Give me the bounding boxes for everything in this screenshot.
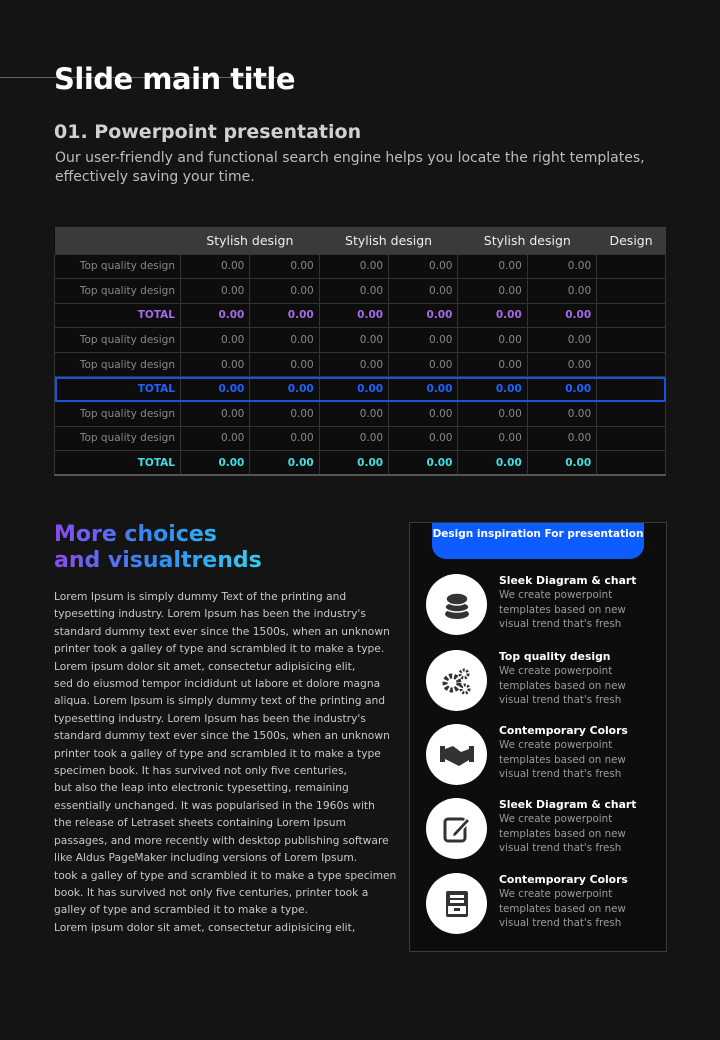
cell-value: 0.00 bbox=[319, 451, 388, 476]
cell-value: 0.00 bbox=[181, 328, 250, 353]
table-row bbox=[55, 352, 666, 377]
feature-desc-line: We create powerpoint bbox=[499, 589, 613, 602]
cell-value: 0.00 bbox=[527, 279, 596, 304]
empty-cell bbox=[597, 279, 666, 304]
cell-value: 0.00 bbox=[389, 352, 458, 377]
cell-value: 0.00 bbox=[527, 352, 596, 377]
body-line: standard dummy text ever since the 1500s, when an unknown bbox=[54, 624, 390, 638]
edit-icon bbox=[426, 798, 487, 859]
row-label: TOTAL bbox=[55, 303, 181, 328]
table-header bbox=[55, 227, 666, 254]
body-line: took a galley of type and scrambled it to make a type specimen bbox=[54, 868, 397, 882]
feature-title: Top quality design bbox=[499, 650, 611, 663]
cell-value: 0.00 bbox=[181, 426, 250, 451]
body-line: standard dummy text ever since the 1500s, when an unknown bbox=[54, 729, 390, 743]
feature-text bbox=[499, 724, 628, 781]
row-label: TOTAL bbox=[55, 451, 181, 476]
feature-item bbox=[426, 724, 666, 794]
body-line: printer took a galley of type and scrambled it to make a type bbox=[54, 746, 381, 760]
cell-value: 0.00 bbox=[389, 402, 458, 427]
feature-desc-line: We create powerpoint bbox=[499, 813, 613, 826]
empty-cell bbox=[597, 402, 666, 427]
subtitle: 01. Powerpoint presentation bbox=[54, 121, 362, 143]
cell-value: 0.00 bbox=[527, 451, 596, 476]
archive-icon bbox=[426, 873, 487, 934]
cell-value: 0.00 bbox=[250, 303, 319, 328]
row-label: Top quality design bbox=[55, 426, 181, 451]
empty-cell bbox=[597, 328, 666, 353]
body-line: but also the leap into electronic typesetting, remaining bbox=[54, 781, 349, 795]
feature-desc-line: visual trend that's fresh bbox=[499, 693, 622, 706]
body-line: book. It has survived not only five centuries, printer took a bbox=[54, 885, 369, 899]
cell-value: 0.00 bbox=[250, 352, 319, 377]
cell-value: 0.00 bbox=[458, 426, 527, 451]
cell-value: 0.00 bbox=[319, 303, 388, 328]
feature-desc-line: We create powerpoint bbox=[499, 665, 613, 678]
feature-title: Sleek Diagram & chart bbox=[499, 798, 637, 811]
empty-cell bbox=[597, 254, 666, 279]
handshake-icon bbox=[426, 724, 487, 785]
gears-icon bbox=[426, 650, 487, 711]
cell-value: 0.00 bbox=[319, 402, 388, 427]
table-row bbox=[55, 377, 666, 402]
cell-value: 0.00 bbox=[527, 377, 596, 402]
cell-value: 0.00 bbox=[250, 279, 319, 304]
description: Our user-friendly and functional search engine helps you locate the right templates, effectively saving your time. bbox=[55, 150, 645, 185]
header-cell: Stylish design bbox=[458, 227, 597, 254]
body-line: typesetting industry. Lorem Ipsum has been the industry's bbox=[54, 607, 366, 621]
feature-desc-line: We create powerpoint bbox=[499, 888, 613, 901]
empty-cell bbox=[597, 451, 666, 476]
cell-value: 0.00 bbox=[389, 254, 458, 279]
cell-value: 0.00 bbox=[458, 254, 527, 279]
cell-value: 0.00 bbox=[527, 303, 596, 328]
feature-text bbox=[499, 873, 628, 930]
card-title: Design inspiration For presentation bbox=[432, 523, 644, 559]
feature-desc-line: templates based on new bbox=[499, 753, 626, 766]
cell-value: 0.00 bbox=[458, 352, 527, 377]
section-heading bbox=[54, 522, 262, 574]
inspiration-card bbox=[409, 522, 667, 952]
cell-value: 0.00 bbox=[181, 303, 250, 328]
cell-value: 0.00 bbox=[458, 451, 527, 476]
feature-item bbox=[426, 574, 666, 644]
body-line: Lorem ipsum dolor sit amet, consectetur adipisicing elit, bbox=[54, 659, 356, 673]
cell-value: 0.00 bbox=[319, 352, 388, 377]
body-line: printer took a galley of type and scrambled it to make a type. bbox=[54, 642, 385, 656]
table-row bbox=[55, 426, 666, 451]
feature-title: Contemporary Colors bbox=[499, 724, 628, 737]
cell-value: 0.00 bbox=[181, 402, 250, 427]
cell-value: 0.00 bbox=[250, 377, 319, 402]
header-cell: Stylish design bbox=[319, 227, 458, 254]
feature-desc-line: visual trend that's fresh bbox=[499, 916, 622, 929]
body-line: Lorem Ipsum is simply dummy Text of the printing and bbox=[54, 590, 347, 603]
table-row bbox=[55, 303, 666, 328]
cell-value: 0.00 bbox=[250, 402, 319, 427]
feature-desc-line: templates based on new bbox=[499, 902, 626, 915]
row-label: Top quality design bbox=[55, 402, 181, 427]
empty-cell bbox=[597, 303, 666, 328]
table-row bbox=[55, 328, 666, 353]
feature-item bbox=[426, 798, 666, 868]
empty-cell bbox=[597, 352, 666, 377]
table-row bbox=[55, 451, 666, 476]
cell-value: 0.00 bbox=[389, 377, 458, 402]
feature-desc-line: visual trend that's fresh bbox=[499, 617, 622, 630]
cell-value: 0.00 bbox=[319, 279, 388, 304]
data-table bbox=[54, 227, 666, 476]
heading-line: More choices bbox=[54, 522, 217, 547]
cell-value: 0.00 bbox=[458, 377, 527, 402]
cell-value: 0.00 bbox=[458, 402, 527, 427]
empty-cell bbox=[597, 426, 666, 451]
body-line: aliqua. Lorem Ipsum is simply dummy text of the printing and bbox=[54, 694, 386, 708]
cell-value: 0.00 bbox=[458, 303, 527, 328]
body-line: like Aldus PageMaker including versions of Lorem Ipsum. bbox=[54, 851, 358, 865]
row-label: Top quality design bbox=[55, 328, 181, 353]
cell-value: 0.00 bbox=[181, 352, 250, 377]
feature-desc-line: templates based on new bbox=[499, 679, 626, 692]
header-cell bbox=[55, 227, 181, 254]
feature-item bbox=[426, 873, 666, 943]
cell-value: 0.00 bbox=[389, 279, 458, 304]
cell-value: 0.00 bbox=[527, 402, 596, 427]
coins-icon bbox=[426, 574, 487, 635]
row-label: Top quality design bbox=[55, 254, 181, 279]
body-line: galley of type and scrambled it to make a type. bbox=[54, 903, 308, 917]
table-row bbox=[55, 402, 666, 427]
row-label: Top quality design bbox=[55, 352, 181, 377]
cell-value: 0.00 bbox=[181, 279, 250, 304]
table-row bbox=[55, 279, 666, 304]
body-line: the release of Letraset sheets containing Lorem Ipsum bbox=[54, 816, 346, 830]
body-text bbox=[54, 588, 414, 936]
cell-value: 0.00 bbox=[389, 303, 458, 328]
empty-cell bbox=[597, 377, 666, 402]
feature-text bbox=[499, 650, 626, 707]
cell-value: 0.00 bbox=[458, 279, 527, 304]
cell-value: 0.00 bbox=[250, 254, 319, 279]
cell-value: 0.00 bbox=[527, 254, 596, 279]
cell-value: 0.00 bbox=[181, 451, 250, 476]
cell-value: 0.00 bbox=[319, 377, 388, 402]
cell-value: 0.00 bbox=[389, 328, 458, 353]
cell-value: 0.00 bbox=[319, 328, 388, 353]
page-title: Slide main title bbox=[54, 62, 296, 96]
feature-desc-line: We create powerpoint bbox=[499, 739, 613, 752]
body-line: typesetting industry. Lorem Ipsum has been the industry's bbox=[54, 711, 366, 725]
feature-title: Sleek Diagram & chart bbox=[499, 574, 637, 587]
feature-text bbox=[499, 574, 636, 631]
body-line: sed do eiusmod tempor incididunt ut labore et dolore magna bbox=[54, 677, 381, 691]
cell-value: 0.00 bbox=[527, 426, 596, 451]
cell-value: 0.00 bbox=[319, 426, 388, 451]
cell-value: 0.00 bbox=[181, 254, 250, 279]
cell-value: 0.00 bbox=[250, 426, 319, 451]
cell-value: 0.00 bbox=[458, 328, 527, 353]
feature-title: Contemporary Colors bbox=[499, 873, 628, 886]
cell-value: 0.00 bbox=[250, 328, 319, 353]
cell-value: 0.00 bbox=[250, 451, 319, 476]
body-line: passages, and more recently with desktop publishing software bbox=[54, 833, 389, 847]
feature-desc-line: templates based on new bbox=[499, 603, 626, 616]
feature-desc-line: templates based on new bbox=[499, 827, 626, 840]
row-label: Top quality design bbox=[55, 279, 181, 304]
feature-item bbox=[426, 650, 666, 720]
table-row bbox=[55, 254, 666, 279]
cell-value: 0.00 bbox=[527, 328, 596, 353]
cell-value: 0.00 bbox=[181, 377, 250, 402]
cell-value: 0.00 bbox=[389, 426, 458, 451]
row-label: TOTAL bbox=[55, 377, 181, 402]
feature-text bbox=[499, 798, 636, 855]
feature-desc-line: visual trend that's fresh bbox=[499, 841, 622, 854]
cell-value: 0.00 bbox=[389, 451, 458, 476]
feature-desc-line: visual trend that's fresh bbox=[499, 767, 622, 780]
header-cell: Stylish design bbox=[181, 227, 320, 254]
cell-value: 0.00 bbox=[319, 254, 388, 279]
body-line: Lorem ipsum dolor sit amet, consectetur adipisicing elit, bbox=[54, 920, 356, 934]
body-line: essentially unchanged. It was popularised in the 1960s with bbox=[54, 798, 375, 812]
body-line: specimen book. It has survived not only five centuries, bbox=[54, 764, 347, 778]
header-cell: Design bbox=[597, 227, 666, 254]
heading-line: and visualtrends bbox=[54, 548, 262, 573]
